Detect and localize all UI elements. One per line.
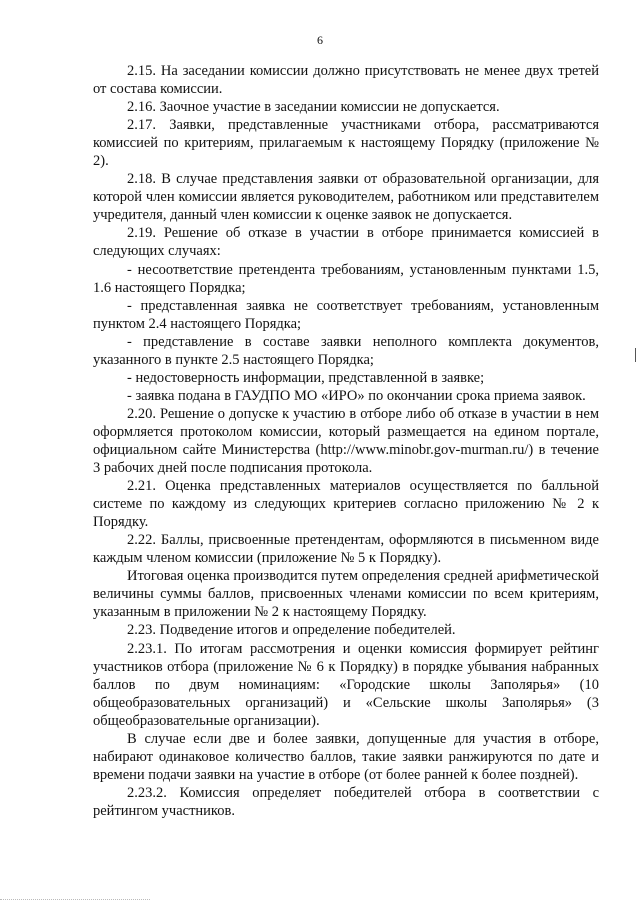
paragraph-2-19: 2.19. Решение об отказе в участии в отборе принимается комиссией в следующих случаях:: [93, 225, 599, 260]
paragraph-2-23-2: 2.23.2. Комиссия определяет победителей отбора в соответствии с рейтингом участников.: [93, 784, 599, 819]
paragraph-final-score: Итоговая оценка производится путем определения средней арифметической величины суммы баллов, присвоенных членами комиссии по всем критериям, указанным в приложении № 2 к настоящему Порядку.: [93, 568, 599, 621]
paragraph-2-23-1: 2.23.1. По итогам рассмотрения и оценки комиссия формирует рейтинг участников отбора (приложение № 6 к Порядку) в порядке убывания набранных баллов по двум номинациям: «Городские школы Заполярья» (10 общеобразовательных организаций) и «Сельские школы Заполярья» (3 общеобразовательные организации).: [93, 640, 599, 729]
paragraph-2-15: 2.15. На заседании комиссии должно присутствовать не менее двух третей от состава комиссии.: [93, 63, 599, 98]
scan-artifact-line: [0, 899, 150, 901]
paragraph-2-23: 2.23. Подведение итогов и определение победителей.: [127, 622, 456, 639]
list-item-incomplete-documents: - представление в составе заявки неполного комплекта документов, указанного в пункте 2.5 настоящего Порядка;: [93, 333, 599, 368]
list-item-false-information: - недостоверность информации, представленной в заявке;: [127, 369, 485, 386]
document-body: [93, 62, 599, 820]
paragraph-equal-scores: В случае если две и более заявки, допущенные для участия в отборе, набирают одинаковое количество баллов, такие заявки ранжируются по дате и времени подачи заявки на участие в отборе (от более ранней к более поздней).: [93, 730, 599, 783]
list-item-late-submission: - заявка подана в ГАУДПО МО «ИРО» по окончании срока приема заявок.: [127, 387, 586, 404]
paragraph-2-17: 2.17. Заявки, представленные участниками отбора, рассматриваются комиссией по критериям, прилагаемым к настоящему Порядку (приложение № 2).: [93, 117, 599, 170]
list-item-application-mismatch: - представленная заявка не соответствует требованиям, установленным пунктом 2.4 настоящего Порядка;: [93, 297, 599, 332]
paragraph-2-16: 2.16. Заочное участие в заседании комиссии не допускается.: [127, 99, 500, 116]
scan-edge-mark: [635, 348, 636, 362]
paragraph-2-18: 2.18. В случае представления заявки от образовательной организации, для которой член комиссии является руководителем, работником или представителем учредителя, данный член комиссии к оценке заявок не допускается.: [93, 171, 599, 224]
paragraph-2-20: 2.20. Решение о допуске к участию в отборе либо об отказе в участии в нем оформляется протоколом комиссии, который размещается на едином портале, официальном сайте Министерства (http://www.minobr.gov-murman.ru/) в течение 3 рабочих дней после подписания протокола.: [93, 405, 599, 477]
page-number: 6: [317, 33, 323, 47]
paragraph-2-21: 2.21. Оценка представленных материалов осуществляется по балльной системе по каждому из следующих критериев согласно приложению № 2 к Порядку.: [93, 478, 599, 531]
paragraph-2-22: 2.22. Баллы, присвоенные претендентам, оформляются в письменном виде каждым членом комиссии (приложение № 5 к Порядку).: [93, 532, 599, 567]
list-item-requirements: - несоответствие претендента требованиям, установленным пунктами 1.5, 1.6 настоящего Порядка;: [93, 261, 599, 296]
